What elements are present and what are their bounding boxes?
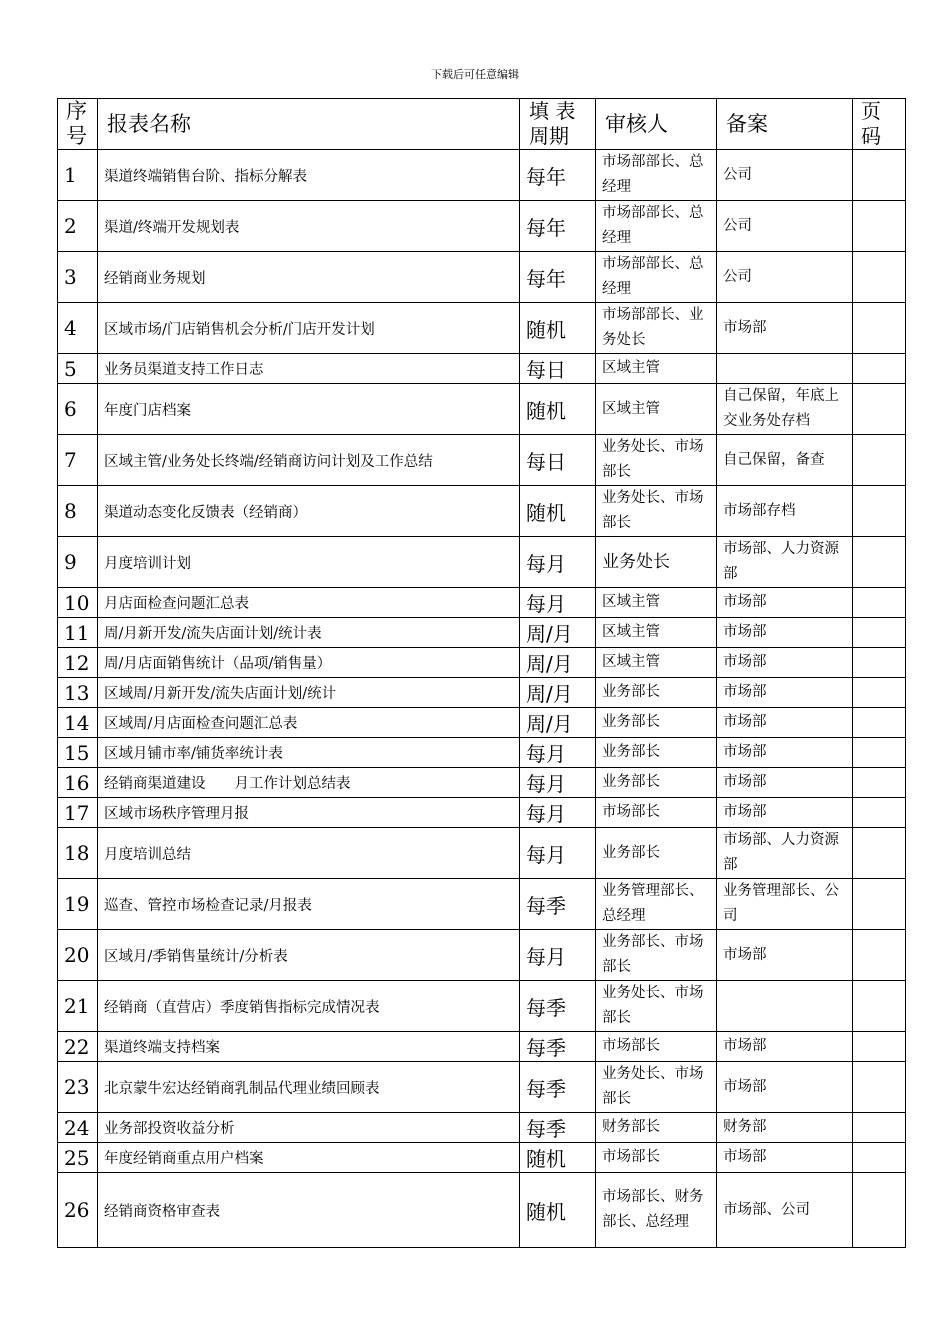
page-number	[853, 768, 906, 798]
fill-period: 随机	[520, 1143, 596, 1173]
report-name: 年度经销商重点用户档案	[98, 1143, 520, 1173]
table-row	[58, 1113, 906, 1143]
table-row	[58, 648, 906, 678]
fill-period: 每日	[520, 435, 596, 486]
table-row	[58, 879, 906, 930]
table-row	[58, 201, 906, 252]
reviewer: 市场部部长、总经理	[596, 201, 717, 252]
fill-period: 周/月	[520, 678, 596, 708]
page-number	[853, 201, 906, 252]
row-number: 19	[58, 879, 98, 930]
row-number: 18	[58, 828, 98, 879]
table-row	[58, 930, 906, 981]
reviewer: 区域主管	[596, 354, 717, 384]
table-row	[58, 981, 906, 1032]
fill-period: 每月	[520, 738, 596, 768]
fill-period: 周/月	[520, 648, 596, 678]
report-name: 区域月铺市率/铺货率统计表	[98, 738, 520, 768]
report-name: 渠道/终端开发规划表	[98, 201, 520, 252]
table-row	[58, 588, 906, 618]
reviewer: 区域主管	[596, 648, 717, 678]
filing: 自己保留，备查	[717, 435, 853, 486]
reviewer: 业务管理部长、总经理	[596, 879, 717, 930]
table-row	[58, 618, 906, 648]
table-row	[58, 435, 906, 486]
fill-period: 随机	[520, 486, 596, 537]
fill-period: 每月	[520, 588, 596, 618]
reviewer: 市场部长、财务部长、总经理	[596, 1173, 717, 1248]
fill-period: 每季	[520, 981, 596, 1032]
page-number	[853, 486, 906, 537]
page-number	[853, 981, 906, 1032]
reviewer: 市场部部长、总经理	[596, 252, 717, 303]
filing: 市场部	[717, 648, 853, 678]
filing: 市场部	[717, 1032, 853, 1062]
report-name: 区域市场秩序管理月报	[98, 798, 520, 828]
reviewer: 区域主管	[596, 384, 717, 435]
reviewer: 市场部长	[596, 1143, 717, 1173]
reviewer: 业务部长	[596, 708, 717, 738]
report-name: 北京蒙牛宏达经销商乳制品代理业绩回顾表	[98, 1062, 520, 1113]
row-number: 24	[58, 1113, 98, 1143]
reviewer: 业务处长、市场部长	[596, 486, 717, 537]
page-number	[853, 648, 906, 678]
fill-period: 每日	[520, 354, 596, 384]
page-number	[853, 252, 906, 303]
table-row	[58, 537, 906, 588]
page-number	[853, 1143, 906, 1173]
row-number: 5	[58, 354, 98, 384]
table-row	[58, 252, 906, 303]
reviewer: 业务部长	[596, 768, 717, 798]
filing: 市场部	[717, 738, 853, 768]
fill-period: 周/月	[520, 618, 596, 648]
report-name: 区域周/月新开发/流失店面计划/统计	[98, 678, 520, 708]
fill-period: 每月	[520, 930, 596, 981]
table-row	[58, 828, 906, 879]
page-number	[853, 537, 906, 588]
table-row	[58, 150, 906, 201]
row-number: 6	[58, 384, 98, 435]
page-number	[853, 354, 906, 384]
filing: 自己保留，年底上交业务处存档	[717, 384, 853, 435]
table-row	[58, 1062, 906, 1113]
row-number: 8	[58, 486, 98, 537]
page-number	[853, 1062, 906, 1113]
report-table	[57, 98, 906, 1248]
report-name: 巡查、管控市场检查记录/月报表	[98, 879, 520, 930]
row-number: 7	[58, 435, 98, 486]
filing	[717, 981, 853, 1032]
header-reviewer: 审核人	[596, 99, 717, 150]
report-name: 区域市场/门店销售机会分析/门店开发计划	[98, 303, 520, 354]
filing: 市场部存档	[717, 486, 853, 537]
filing: 公司	[717, 150, 853, 201]
row-number: 2	[58, 201, 98, 252]
report-name: 区域主管/业务处长终端/经销商访问计划及工作总结	[98, 435, 520, 486]
row-number: 1	[58, 150, 98, 201]
report-name: 业务部投资收益分析	[98, 1113, 520, 1143]
report-name: 区域周/月店面检查问题汇总表	[98, 708, 520, 738]
report-name: 经销商（直营店）季度销售指标完成情况表	[98, 981, 520, 1032]
reviewer: 业务部长	[596, 738, 717, 768]
report-name: 经销商业务规划	[98, 252, 520, 303]
page-number	[853, 150, 906, 201]
row-number: 22	[58, 1032, 98, 1062]
filing: 市场部、公司	[717, 1173, 853, 1248]
row-number: 17	[58, 798, 98, 828]
row-number: 20	[58, 930, 98, 981]
reviewer: 业务部长	[596, 828, 717, 879]
filing: 公司	[717, 201, 853, 252]
reviewer: 市场部长	[596, 1032, 717, 1062]
table-row	[58, 678, 906, 708]
table-row	[58, 768, 906, 798]
fill-period: 每月	[520, 798, 596, 828]
filing: 市场部	[717, 930, 853, 981]
table-row	[58, 354, 906, 384]
row-number: 16	[58, 768, 98, 798]
page-number	[853, 384, 906, 435]
fill-period: 周/月	[520, 708, 596, 738]
fill-period: 随机	[520, 303, 596, 354]
header-name: 报表名称	[98, 99, 520, 150]
page-number	[853, 879, 906, 930]
filing: 市场部	[717, 708, 853, 738]
reviewer: 市场部部长、业务处长	[596, 303, 717, 354]
filing: 市场部、人力资源部	[717, 828, 853, 879]
row-number: 10	[58, 588, 98, 618]
reviewer: 区域主管	[596, 618, 717, 648]
fill-period: 每年	[520, 252, 596, 303]
header-page: 页码	[853, 99, 906, 150]
page-number	[853, 798, 906, 828]
report-name: 经销商渠道建设 月工作计划总结表	[98, 768, 520, 798]
reviewer: 财务部长	[596, 1113, 717, 1143]
report-name: 渠道终端销售台阶、指标分解表	[98, 150, 520, 201]
row-number: 21	[58, 981, 98, 1032]
page-number	[853, 930, 906, 981]
page-number	[853, 1032, 906, 1062]
table-row	[58, 1143, 906, 1173]
fill-period: 每季	[520, 1113, 596, 1143]
filing: 市场部	[717, 618, 853, 648]
fill-period: 每季	[520, 1062, 596, 1113]
row-number: 23	[58, 1062, 98, 1113]
fill-period: 每季	[520, 879, 596, 930]
header-filing: 备案	[717, 99, 853, 150]
page-number	[853, 435, 906, 486]
reviewer: 业务处长、市场部长	[596, 1062, 717, 1113]
filing: 市场部	[717, 1143, 853, 1173]
filing: 业务管理部长、公司	[717, 879, 853, 930]
page-number	[853, 1113, 906, 1143]
page-number	[853, 1173, 906, 1248]
filing: 市场部、人力资源部	[717, 537, 853, 588]
filing: 市场部	[717, 678, 853, 708]
report-name: 区域月/季销售量统计/分析表	[98, 930, 520, 981]
filing: 市场部	[717, 1062, 853, 1113]
page-number	[853, 828, 906, 879]
report-name: 月度培训计划	[98, 537, 520, 588]
report-name: 渠道动态变化反馈表（经销商）	[98, 486, 520, 537]
table-row	[58, 738, 906, 768]
table-row	[58, 1032, 906, 1062]
page-number	[853, 618, 906, 648]
page-number	[853, 303, 906, 354]
row-number: 9	[58, 537, 98, 588]
header-no: 序号	[58, 99, 98, 150]
report-name: 经销商资格审查表	[98, 1173, 520, 1248]
report-name: 渠道终端支持档案	[98, 1032, 520, 1062]
reviewer: 区域主管	[596, 588, 717, 618]
row-number: 26	[58, 1173, 98, 1248]
fill-period: 每季	[520, 1032, 596, 1062]
reviewer: 业务部长	[596, 678, 717, 708]
report-name: 周/月新开发/流失店面计划/统计表	[98, 618, 520, 648]
filing	[717, 354, 853, 384]
reviewer: 市场部部长、总经理	[596, 150, 717, 201]
page-number	[853, 708, 906, 738]
table-row	[58, 303, 906, 354]
filing: 市场部	[717, 798, 853, 828]
row-number: 25	[58, 1143, 98, 1173]
row-number: 14	[58, 708, 98, 738]
reviewer: 业务处长、市场部长	[596, 981, 717, 1032]
fill-period: 随机	[520, 1173, 596, 1248]
header-period: 填 表 周期	[520, 99, 596, 150]
table-row	[58, 798, 906, 828]
filing: 市场部	[717, 588, 853, 618]
reviewer: 市场部长	[596, 798, 717, 828]
report-name: 年度门店档案	[98, 384, 520, 435]
table-row	[58, 486, 906, 537]
reviewer: 业务处长	[596, 537, 717, 588]
report-name: 月度培训总结	[98, 828, 520, 879]
filing: 财务部	[717, 1113, 853, 1143]
row-number: 11	[58, 618, 98, 648]
fill-period: 每年	[520, 201, 596, 252]
row-number: 12	[58, 648, 98, 678]
filing: 市场部	[717, 303, 853, 354]
table-row	[58, 708, 906, 738]
report-name: 周/月店面销售统计（品项/销售量）	[98, 648, 520, 678]
row-number: 4	[58, 303, 98, 354]
fill-period: 每年	[520, 150, 596, 201]
page-number	[853, 588, 906, 618]
table-header-row	[58, 99, 906, 150]
report-name: 月店面检查问题汇总表	[98, 588, 520, 618]
reviewer: 业务处长、市场部长	[596, 435, 717, 486]
reviewer: 业务部长、市场部长	[596, 930, 717, 981]
table-row	[58, 1173, 906, 1248]
fill-period: 每月	[520, 828, 596, 879]
filing: 市场部	[717, 768, 853, 798]
fill-period: 每月	[520, 537, 596, 588]
filing: 公司	[717, 252, 853, 303]
fill-period: 每月	[520, 768, 596, 798]
fill-period: 随机	[520, 384, 596, 435]
row-number: 3	[58, 252, 98, 303]
row-number: 15	[58, 738, 98, 768]
page-number	[853, 678, 906, 708]
page-header: 下载后可任意编辑	[431, 68, 519, 81]
report-name: 业务员渠道支持工作日志	[98, 354, 520, 384]
page-number	[853, 738, 906, 768]
table-row	[58, 384, 906, 435]
row-number: 13	[58, 678, 98, 708]
